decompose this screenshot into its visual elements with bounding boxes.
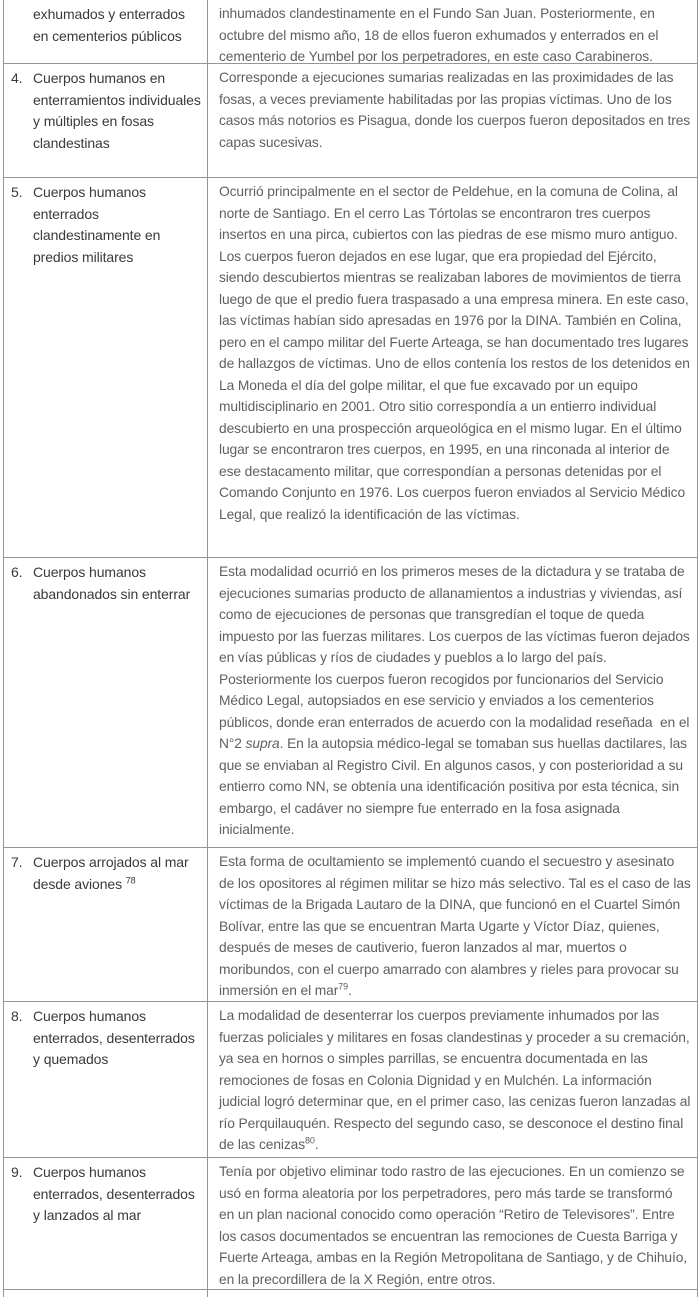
row-description-cell (208, 64, 697, 177)
row-description-cell (208, 848, 697, 1001)
row-title: Cuerpos humanos enterrados, desenterrados y quemados (33, 1008, 195, 1067)
footnote-ref-80: 80 (305, 1135, 315, 1146)
row-number: 8. (11, 1008, 23, 1024)
table-row-clipped (4, 1290, 697, 1297)
footnote-ref-79: 79 (338, 981, 349, 992)
table-row-9 (4, 1158, 697, 1290)
row-description (219, 561, 691, 841)
table-row-7 (4, 848, 697, 1002)
row-title-text: exhumados y enterrados en cementerios públicos (33, 6, 185, 44)
row-number: 6. (11, 564, 23, 580)
row-number: 5. (11, 184, 23, 200)
row-description (219, 1005, 691, 1156)
row-description-cell (208, 1290, 697, 1297)
row-title-cell (4, 848, 208, 1001)
table-row-continuation (4, 0, 697, 64)
italic-term-supra: supra (245, 736, 280, 751)
footnote-ref-78: 78 (125, 874, 136, 885)
row-title: Cuerpos humanos enterrados clandestinamente en predios militares (33, 184, 161, 265)
row-number: 4. (11, 70, 23, 86)
row-title: Cuerpos humanos en enterramientos individuales y múltiples en fosas clandestinas (33, 70, 201, 151)
description-text: . En la autopsia médico-legal se tomaban sus huellas dactilares, las que se enviaban al Registro Civil. En algunos casos, y con posterioridad a su entierro como NN, se obtenía una identificación positiva por esta técnica, sin embargo, el cadáver no siempre fue enterrado en la fosa asignada inicialmente. (219, 736, 687, 837)
burial-methods-table (3, 0, 698, 1297)
row-description (219, 851, 691, 1002)
row-description: inhumados clandestinamente en el Fundo San Juan. Posteriormente, en octubre del mismo año, 18 de ellos fueron exhumados y enterrados en el cementerio de Yumbel por los perpetradores, en este caso Carabineros. (219, 6, 659, 64)
table-row-4 (4, 64, 697, 178)
description-text: Esta modalidad ocurrió en los primeros meses de la dictadura y se trataba de ejecuciones sumarias producto de allanamientos a industrias y viviendas, así como de ejecuciones de personas que transgredían el toque de queda impuesto por las fuerzas militares. Los cuerpos de las víctimas fueron dejados en vías públicas y ríos de ciudades y pueblos a lo largo del país. Posteriormente los cuerpos fueron recogidos por funcionarios del Servicio Médico Legal, autopsiados en ese servicio y enviados a los cementerios públicos, donde eran enterrados de acuerdo con la modalidad reseñada en el N°2 (219, 564, 690, 751)
table-row-6 (4, 558, 697, 848)
row-description-cell (208, 1002, 697, 1157)
row-description-cell (208, 178, 697, 557)
row-description: Ocurrió principalmente en el sector de Peldehue, en la comuna de Colina, al norte de Santiago. En el cerro Las Tórtolas se encontraron tres cuerpos insertos en una pirca, cubiertos con las piedras de ese mismo muro antiguo. Los cuerpos fueron dejados en ese lugar, que era propiedad del Ejército, siendo descubiertos mientras se realizaban labores de movimientos de tierra luego de que el predio fuera traspasado a una empresa minera. En este caso, las víctimas habían sido apresadas en 1976 por la DINA. También en Colina, pero en el campo militar del Fuerte Arteaga, se han documentado tres lugares de hallazgos de víctimas. Uno de ellos contenía los restos de los detenidos en La Moneda el día del golpe militar, el que fue excavado por un equipo multidisciplinario en 2001. Otro sitio correspondía a un entierro individual descubierto en una prospección arqueológica en el mismo lugar. En el último lugar se encontraron tres cuerpos, en 1995, en una rinconada al interior de ese destacamento militar, que correspondían a personas detenidas por el Comando Conjunto en 1976. Los cuerpos fueron enviados al Servicio Médico Legal, que realizó la identificación de las víctimas. (219, 184, 690, 522)
row-title-cell (4, 1290, 208, 1297)
row-title-continuation (4, 0, 208, 63)
row-title-text: Cuerpos arrojados al mar desde aviones (33, 854, 189, 892)
description-text: Esta forma de ocultamiento se implementó cuando el secuestro y asesinato de los opositores al régimen militar se hizo más selectivo. Tal es el caso de las víctimas de la Brigada Lautaro de la DINA, que funcionó en el Cuartel Simón Bolívar, entre las que se encuentran Marta Ugarte y Víctor Díaz, quienes, después de meses de cautiverio, fueron lanzados al mar, muertos o moribundos, con el cuerpo amarrado con alambres y rieles para provocar su inmersión en el mar (219, 854, 691, 998)
row-description-cell (208, 1158, 697, 1289)
row-title-cell (4, 558, 208, 847)
row-title-cell (4, 64, 208, 177)
row-description-cell (208, 0, 697, 63)
table-row-8 (4, 1002, 697, 1158)
row-title (33, 852, 203, 895)
row-description-cell (208, 558, 697, 847)
row-description: Corresponde a ejecuciones sumarias realizadas en las proximidades de las fosas, a veces previamente habilitadas por las propias víctimas. Uno de los casos más notorios es Pisagua, donde los cuerpos fueron depositados en tres capas sucesivas. (219, 70, 691, 150)
description-text: . (348, 983, 352, 998)
row-title-cell (4, 1002, 208, 1157)
row-number: 7. (11, 854, 23, 870)
description-text: La modalidad de desenterrar los cuerpos previamente inhumados por las fuerzas policiales y militares en fosas clandestinas y proceder a su cremación, ya sea en hornos o simples parrillas, se encuentra documentada en las remociones de fosas en Colonia Dignidad y en Mulchén. La información judicial logró determinar que, en el primer caso, las cenizas fueron lanzadas al río Perquilauquén. Respecto del segundo caso, se desconoce el destino final de las cenizas (219, 1008, 691, 1152)
row-title-cell (4, 178, 208, 557)
row-description: Tenía por objetivo eliminar todo rastro de las ejecuciones. En un comienzo se usó en forma aleatoria por los perpetradores, pero más tarde se transformó en un plan nacional conocido como operación “Retiro de Televisores”. Entre los casos documentados se encuentran las remociones de Cuesta Barriga y Fuerte Arteaga, ambas en la Región Metropolitana de Santiago, y de Chihuío, en la precordillera de la X Región, entre otros. (219, 1164, 688, 1287)
table-row-5 (4, 178, 697, 558)
row-title: Cuerpos humanos enterrados, desenterrados y lanzados al mar (33, 1164, 195, 1223)
row-number: 9. (11, 1164, 23, 1180)
row-title-cell (4, 1158, 208, 1289)
row-title: Cuerpos humanos abandonados sin enterrar (33, 564, 191, 602)
description-text: . (314, 1137, 319, 1152)
